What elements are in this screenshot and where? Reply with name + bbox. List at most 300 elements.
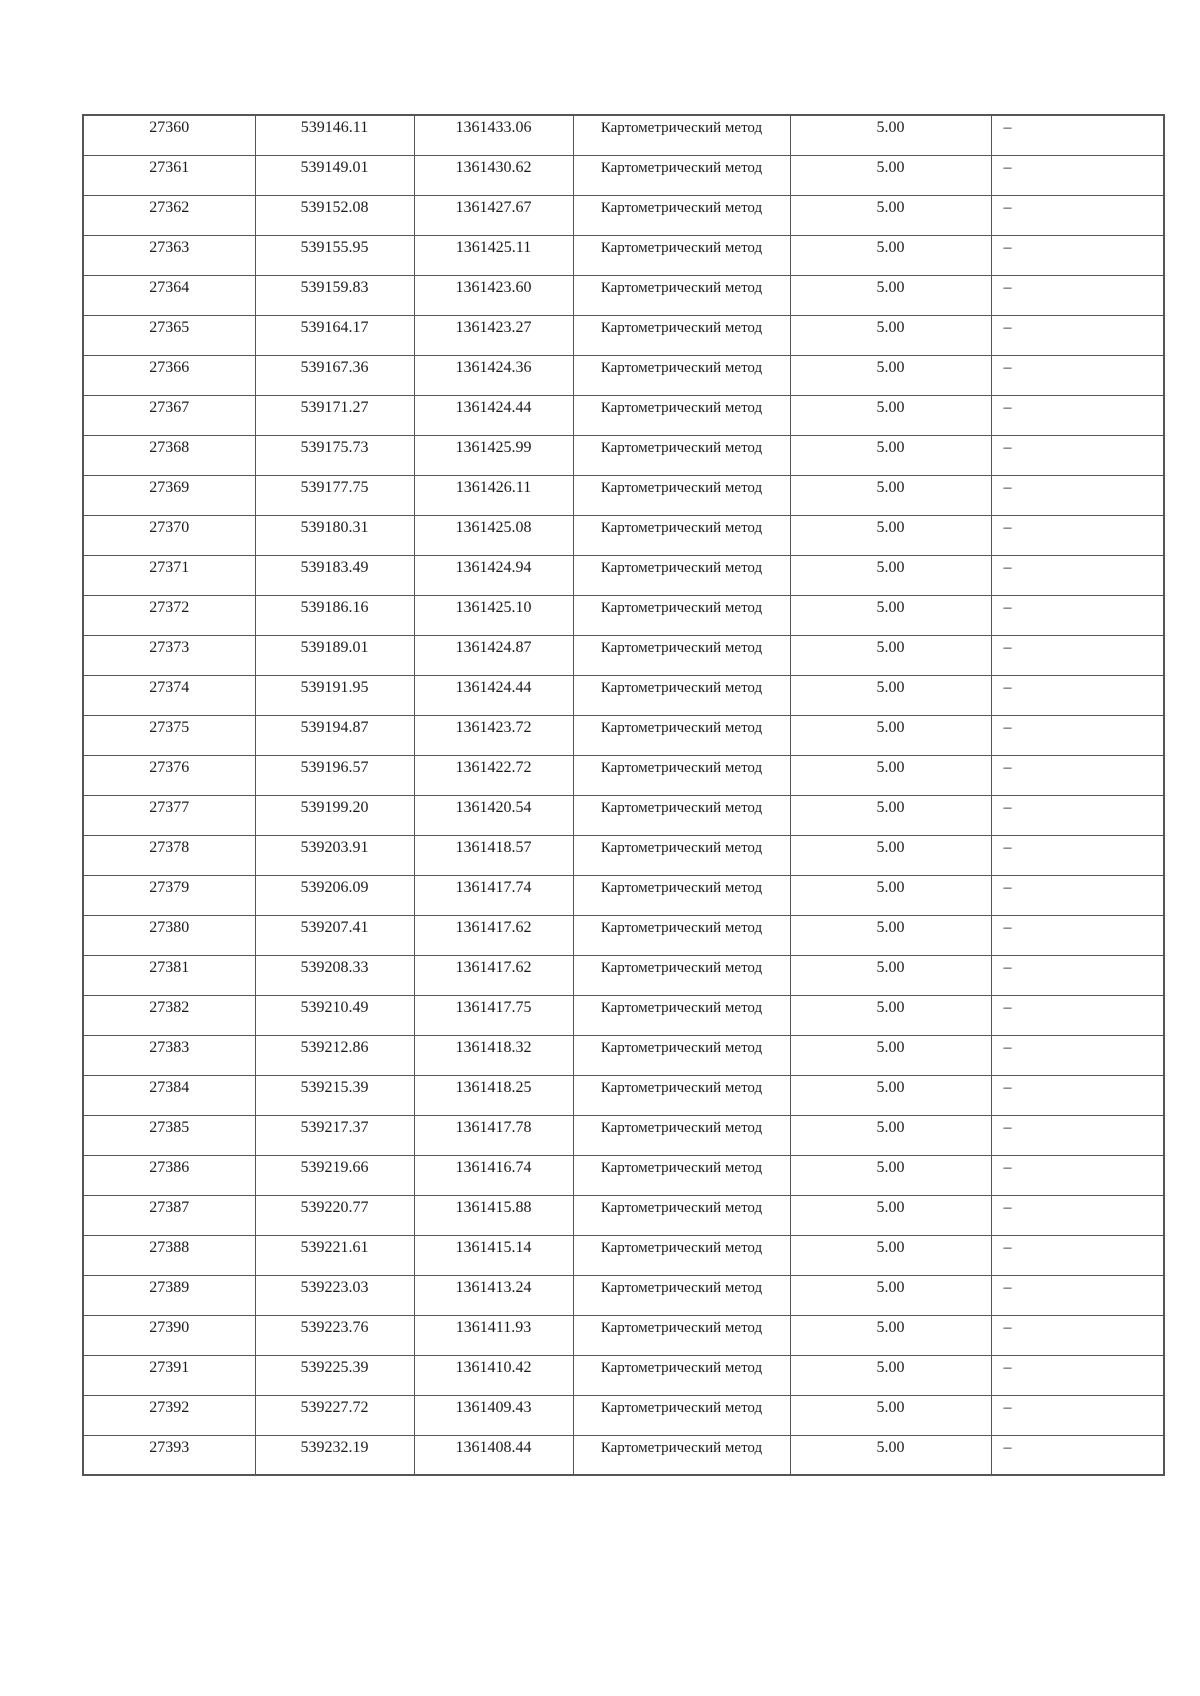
accuracy-cell-text: 5.00 [876,718,905,736]
table-row [83,715,1164,755]
y-coordinate-cell-text: 1361424.94 [455,558,532,576]
x-coordinate-cell-text: 539180.31 [300,518,369,536]
x-coordinate-cell [255,795,414,835]
method-cell [573,1355,790,1395]
y-coordinate-cell-text: 1361418.32 [455,1038,532,1056]
description-cell-text: – [1003,1398,1012,1416]
table-row [83,595,1164,635]
point-number-cell-text: 27362 [149,198,190,216]
accuracy-cell-text: 5.00 [876,1078,905,1096]
method-cell-text: Картометрический метод [600,199,763,216]
accuracy-cell [790,795,991,835]
description-cell [991,675,1164,715]
accuracy-cell-text: 5.00 [876,918,905,936]
description-cell [991,1075,1164,1115]
y-coordinate-cell-text: 1361410.42 [455,1358,532,1376]
x-coordinate-cell-text: 539223.76 [300,1318,369,1336]
x-coordinate-cell-text: 539221.61 [300,1238,369,1256]
description-cell-text: – [1003,718,1012,736]
accuracy-cell [790,195,991,235]
point-number-cell-text: 27377 [149,798,190,816]
x-coordinate-cell [255,155,414,195]
accuracy-cell [790,595,991,635]
description-cell-text: – [1003,1078,1012,1096]
description-cell [991,235,1164,275]
accuracy-cell [790,555,991,595]
description-cell [991,1155,1164,1195]
description-cell-text: – [1003,958,1012,976]
point-number-cell-text: 27368 [149,438,190,456]
method-cell [573,115,790,155]
method-cell-text: Картометрический метод [600,1079,763,1096]
description-cell-text: – [1003,358,1012,376]
description-cell [991,1235,1164,1275]
y-coordinate-cell [414,435,573,475]
y-coordinate-cell-text: 1361417.74 [455,878,532,896]
point-number-cell-text: 27360 [149,119,190,136]
method-cell [573,1115,790,1155]
accuracy-cell-text: 5.00 [876,238,905,256]
description-cell [991,155,1164,195]
method-cell [573,395,790,435]
accuracy-cell-text: 5.00 [876,518,905,536]
point-number-cell-text: 27369 [149,478,190,496]
x-coordinate-cell [255,915,414,955]
y-coordinate-cell [414,1275,573,1315]
table-row [83,875,1164,915]
y-coordinate-cell [414,475,573,515]
method-cell-text: Картометрический метод [600,1159,763,1176]
description-cell-text: – [1003,918,1012,936]
accuracy-cell-text: 5.00 [876,598,905,616]
y-coordinate-cell-text: 1361416.74 [455,1158,532,1176]
table-row [83,1195,1164,1235]
y-coordinate-cell [414,675,573,715]
point-number-cell [83,355,255,395]
x-coordinate-cell [255,675,414,715]
accuracy-cell [790,1115,991,1155]
accuracy-cell-text: 5.00 [876,878,905,896]
point-number-cell-text: 27378 [149,838,190,856]
point-number-cell [83,195,255,235]
description-cell [991,635,1164,675]
description-cell-text: – [1003,678,1012,696]
table-row [83,795,1164,835]
description-cell [991,1315,1164,1355]
method-cell [573,435,790,475]
table-row [83,1155,1164,1195]
description-cell-text: – [1003,198,1012,216]
method-cell-text: Картометрический метод [600,1359,763,1376]
table-row [83,755,1164,795]
y-coordinate-cell [414,955,573,995]
table-row [83,195,1164,235]
accuracy-cell [790,715,991,755]
x-coordinate-cell [255,1155,414,1195]
description-cell-text: – [1003,878,1012,896]
y-coordinate-cell [414,915,573,955]
x-coordinate-cell-text: 539186.16 [300,598,369,616]
y-coordinate-cell-text: 1361417.62 [455,958,532,976]
y-coordinate-cell-text: 1361417.75 [455,998,532,1016]
point-number-cell [83,755,255,795]
y-coordinate-cell-text: 1361430.62 [455,158,532,176]
method-cell-text: Картометрический метод [600,239,763,256]
accuracy-cell [790,755,991,795]
table-row [83,835,1164,875]
accuracy-cell [790,1155,991,1195]
y-coordinate-cell [414,235,573,275]
x-coordinate-cell-text: 539194.87 [300,718,369,736]
x-coordinate-cell-text: 539223.03 [300,1278,369,1296]
description-cell-text: – [1003,998,1012,1016]
x-coordinate-cell-text: 539146.11 [300,119,369,136]
description-cell-text: – [1003,278,1012,296]
method-cell-text: Картометрический метод [600,599,763,616]
x-coordinate-cell-text: 539189.01 [300,638,369,656]
description-cell [991,1115,1164,1155]
accuracy-cell [790,1195,991,1235]
point-number-cell-text: 27388 [149,1238,190,1256]
point-number-cell [83,155,255,195]
accuracy-cell [790,1355,991,1395]
accuracy-cell-text: 5.00 [876,1358,905,1376]
x-coordinate-cell-text: 539219.66 [300,1158,369,1176]
description-cell [991,1435,1164,1475]
y-coordinate-cell [414,395,573,435]
description-cell [991,115,1164,155]
point-number-cell [83,315,255,355]
method-cell-text: Картометрический метод [600,999,763,1016]
point-number-cell [83,1235,255,1275]
y-coordinate-cell-text: 1361423.27 [455,318,532,336]
accuracy-cell [790,475,991,515]
method-cell [573,1035,790,1075]
point-number-cell-text: 27384 [149,1078,190,1096]
method-cell-text: Картометрический метод [600,759,763,776]
y-coordinate-cell-text: 1361413.24 [455,1278,532,1296]
accuracy-cell [790,1035,991,1075]
y-coordinate-cell [414,195,573,235]
point-number-cell [83,915,255,955]
point-number-cell-text: 27382 [149,998,190,1016]
x-coordinate-cell [255,955,414,995]
point-number-cell [83,1035,255,1075]
table-row [83,1315,1164,1355]
accuracy-cell [790,1315,991,1355]
y-coordinate-cell-text: 1361418.57 [455,838,532,856]
point-number-cell-text: 27367 [149,398,190,416]
table-row [83,315,1164,355]
description-cell [991,475,1164,515]
table-row [83,395,1164,435]
description-cell-text: – [1003,1438,1012,1456]
table-row [83,1235,1164,1275]
description-cell [991,355,1164,395]
description-cell-text: – [1003,238,1012,256]
y-coordinate-cell [414,555,573,595]
method-cell [573,715,790,755]
method-cell-text: Картометрический метод [600,319,763,336]
point-number-cell-text: 27387 [149,1198,190,1216]
point-number-cell-text: 27364 [149,278,190,296]
table-row [83,635,1164,675]
x-coordinate-cell [255,395,414,435]
point-number-cell [83,1355,255,1395]
x-coordinate-cell-text: 539207.41 [300,918,369,936]
method-cell [573,675,790,715]
y-coordinate-cell [414,835,573,875]
method-cell [573,1075,790,1115]
point-number-cell-text: 27393 [149,1438,190,1456]
table-row [83,955,1164,995]
y-coordinate-cell [414,1155,573,1195]
x-coordinate-cell-text: 539159.83 [300,278,369,296]
description-cell [991,955,1164,995]
description-cell [991,435,1164,475]
table-row [83,555,1164,595]
point-number-cell-text: 27375 [149,718,190,736]
x-coordinate-cell-text: 539208.33 [300,958,369,976]
method-cell-text: Картометрический метод [600,279,763,296]
point-number-cell-text: 27371 [149,558,190,576]
point-number-cell-text: 27386 [149,1158,190,1176]
method-cell [573,595,790,635]
point-number-cell [83,515,255,555]
accuracy-cell [790,955,991,995]
method-cell [573,235,790,275]
table-row [83,995,1164,1035]
x-coordinate-cell [255,1195,414,1235]
x-coordinate-cell-text: 539191.95 [300,678,369,696]
x-coordinate-cell [255,1315,414,1355]
description-cell-text: – [1003,598,1012,616]
y-coordinate-cell-text: 1361422.72 [455,758,532,776]
x-coordinate-cell [255,1275,414,1315]
point-number-cell-text: 27390 [149,1318,190,1336]
point-number-cell [83,595,255,635]
method-cell-text: Картометрический метод [600,1399,763,1416]
y-coordinate-cell [414,315,573,355]
method-cell [573,1395,790,1435]
point-number-cell [83,115,255,155]
accuracy-cell-text: 5.00 [876,1198,905,1216]
description-cell-text: – [1003,119,1012,136]
method-cell [573,795,790,835]
accuracy-cell [790,315,991,355]
accuracy-cell-text: 5.00 [876,358,905,376]
description-cell [991,1275,1164,1315]
x-coordinate-cell-text: 539217.37 [300,1118,369,1136]
x-coordinate-cell [255,755,414,795]
accuracy-cell [790,115,991,155]
description-cell-text: – [1003,158,1012,176]
accuracy-cell [790,635,991,675]
method-cell-text: Картометрический метод [600,799,763,816]
y-coordinate-cell [414,1035,573,1075]
accuracy-cell [790,1435,991,1475]
description-cell [991,755,1164,795]
point-number-cell [83,635,255,675]
accuracy-cell-text: 5.00 [876,318,905,336]
method-cell [573,555,790,595]
accuracy-cell-text: 5.00 [876,758,905,776]
table-row [83,435,1164,475]
description-cell-text: – [1003,478,1012,496]
accuracy-cell [790,1075,991,1115]
description-cell [991,1395,1164,1435]
point-number-cell-text: 27365 [149,318,190,336]
y-coordinate-cell-text: 1361425.10 [455,598,532,616]
x-coordinate-cell [255,235,414,275]
accuracy-cell [790,915,991,955]
y-coordinate-cell-text: 1361417.62 [455,918,532,936]
description-cell [991,195,1164,235]
x-coordinate-cell [255,1035,414,1075]
point-number-cell-text: 27391 [149,1358,190,1376]
y-coordinate-cell-text: 1361411.93 [455,1318,532,1336]
y-coordinate-cell [414,595,573,635]
accuracy-cell-text: 5.00 [876,1118,905,1136]
table-row [83,515,1164,555]
x-coordinate-cell [255,1355,414,1395]
method-cell [573,1195,790,1235]
point-number-cell [83,795,255,835]
accuracy-cell-text: 5.00 [876,638,905,656]
x-coordinate-cell-text: 539227.72 [300,1398,369,1416]
accuracy-cell-text: 5.00 [876,798,905,816]
y-coordinate-cell-text: 1361425.08 [455,518,532,536]
description-cell [991,715,1164,755]
description-cell-text: – [1003,438,1012,456]
point-number-cell [83,955,255,995]
accuracy-cell [790,355,991,395]
accuracy-cell-text: 5.00 [876,1038,905,1056]
method-cell [573,915,790,955]
x-coordinate-cell [255,715,414,755]
accuracy-cell-text: 5.00 [876,678,905,696]
x-coordinate-cell-text: 539152.08 [300,198,369,216]
point-number-cell [83,235,255,275]
method-cell [573,315,790,355]
description-cell-text: – [1003,1038,1012,1056]
method-cell-text: Картометрический метод [600,1279,763,1296]
point-number-cell [83,1315,255,1355]
table-row [83,235,1164,275]
y-coordinate-cell [414,1115,573,1155]
method-cell-text: Картометрический метод [600,439,763,456]
coordinates-table [82,114,1165,1476]
table-row [83,1115,1164,1155]
x-coordinate-cell [255,515,414,555]
y-coordinate-cell [414,875,573,915]
accuracy-cell-text: 5.00 [876,998,905,1016]
point-number-cell [83,1275,255,1315]
point-number-cell [83,1075,255,1115]
description-cell-text: – [1003,518,1012,536]
point-number-cell [83,1155,255,1195]
x-coordinate-cell-text: 539225.39 [300,1358,369,1376]
description-cell-text: – [1003,1238,1012,1256]
point-number-cell-text: 27392 [149,1398,190,1416]
x-coordinate-cell-text: 539212.86 [300,1038,369,1056]
point-number-cell [83,275,255,315]
x-coordinate-cell [255,1075,414,1115]
point-number-cell-text: 27363 [149,238,190,256]
point-number-cell-text: 27379 [149,878,190,896]
y-coordinate-cell-text: 1361427.67 [455,198,532,216]
y-coordinate-cell-text: 1361415.14 [455,1238,532,1256]
y-coordinate-cell-text: 1361425.99 [455,438,532,456]
x-coordinate-cell-text: 539177.75 [300,478,369,496]
method-cell [573,1235,790,1275]
table-row [83,1035,1164,1075]
method-cell [573,1435,790,1475]
y-coordinate-cell [414,1435,573,1475]
accuracy-cell-text: 5.00 [876,478,905,496]
x-coordinate-cell-text: 539149.01 [300,158,369,176]
method-cell-text: Картометрический метод [600,1239,763,1256]
accuracy-cell [790,1275,991,1315]
description-cell [991,275,1164,315]
accuracy-cell-text: 5.00 [876,1238,905,1256]
description-cell [991,875,1164,915]
method-cell [573,995,790,1035]
x-coordinate-cell-text: 539155.95 [300,238,369,256]
table-row [83,1275,1164,1315]
y-coordinate-cell [414,715,573,755]
description-cell [991,1035,1164,1075]
x-coordinate-cell-text: 539210.49 [300,998,369,1016]
description-cell [991,995,1164,1035]
description-cell [991,835,1164,875]
y-coordinate-cell-text: 1361423.72 [455,718,532,736]
table-row [83,915,1164,955]
x-coordinate-cell-text: 539232.19 [300,1438,369,1456]
method-cell-text: Картометрический метод [600,519,763,536]
method-cell [573,475,790,515]
x-coordinate-cell [255,995,414,1035]
method-cell [573,275,790,315]
method-cell [573,155,790,195]
x-coordinate-cell-text: 539167.36 [300,358,369,376]
y-coordinate-cell [414,795,573,835]
method-cell-text: Картометрический метод [600,159,763,176]
x-coordinate-cell-text: 539183.49 [300,558,369,576]
table-row [83,1435,1164,1475]
method-cell [573,1155,790,1195]
accuracy-cell-text: 5.00 [876,398,905,416]
table-row [83,1395,1164,1435]
description-cell-text: – [1003,558,1012,576]
method-cell [573,835,790,875]
y-coordinate-cell [414,275,573,315]
description-cell-text: – [1003,838,1012,856]
x-coordinate-cell [255,635,414,675]
point-number-cell [83,715,255,755]
y-coordinate-cell-text: 1361424.87 [455,638,532,656]
method-cell [573,875,790,915]
point-number-cell [83,435,255,475]
x-coordinate-cell-text: 539196.57 [300,758,369,776]
point-number-cell [83,1115,255,1155]
method-cell-text: Картометрический метод [600,639,763,656]
accuracy-cell [790,1235,991,1275]
x-coordinate-cell [255,475,414,515]
point-number-cell-text: 27385 [149,1118,190,1136]
accuracy-cell [790,515,991,555]
accuracy-cell-text: 5.00 [876,1438,905,1456]
